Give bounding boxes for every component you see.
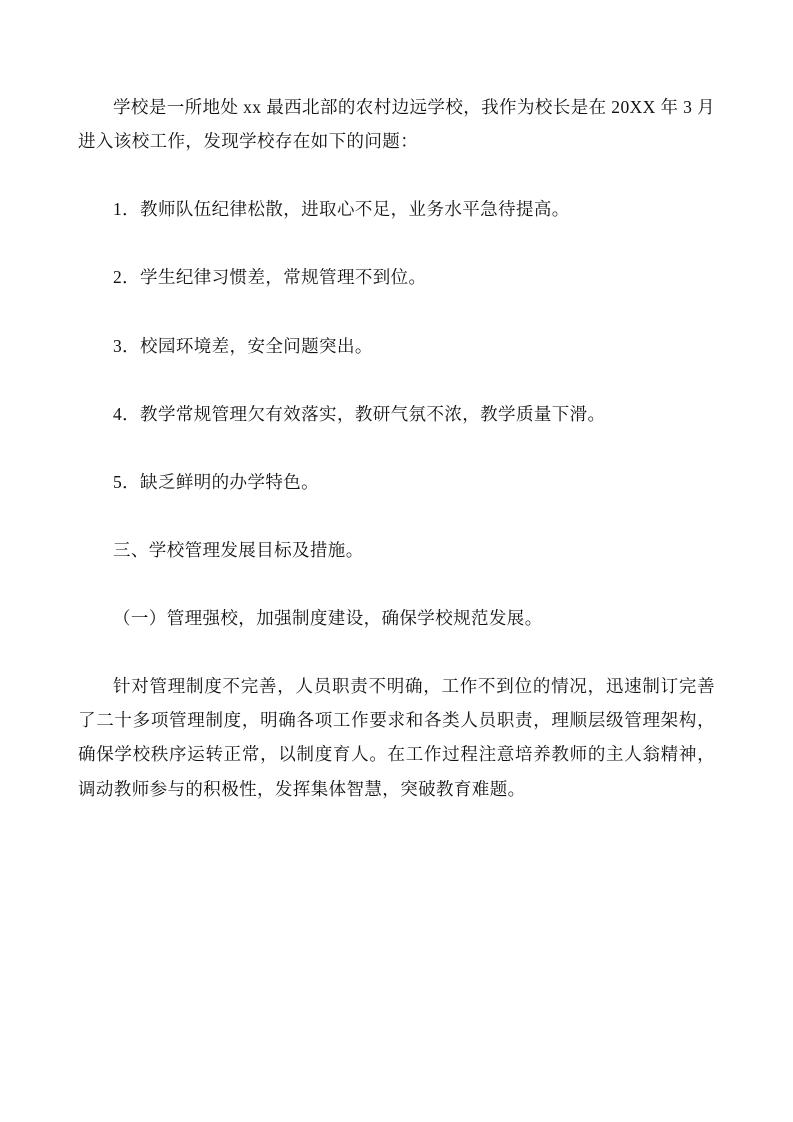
- paragraph-body: 针对管理制度不完善，人员职责不明确，工作不到位的情况，迅速制订完善了二十多项管理制度，明确各项工作要求和各类人员职责，理顺层级管理架构，确保学校秩序运转正常，以制度育人。在工作过程注意培养教师的主人翁精神，调动教师参与的积极性，发挥集体智慧，突破教育难题。: [78, 676, 715, 799]
- subsection-heading: （一）管理强校，加强制度建设，确保学校规范发展。: [113, 608, 543, 628]
- list-item-problem-4: 4．教学常规管理欠有效落实，教研气氛不浓，教学质量下滑。: [113, 403, 606, 424]
- document-body: [78, 90, 715, 806]
- list-item-problem-2: 2．学生纪律习惯差，常规管理不到位。: [113, 267, 427, 288]
- section-heading: 三、学校管理发展目标及措施。: [113, 539, 364, 560]
- list-item-problem-1: 1．教师队伍纪律松散，进取心不足，业务水平急待提高。: [113, 199, 570, 220]
- paragraph-intro: 学校是一所地处 xx 最西北部的农村边远学校，我作为校长是在 20XX 年 3 月进入该校工作，发现学校存在如下的问题：: [78, 97, 715, 152]
- list-item-problem-3: 3．校园环境差，安全问题突出。: [113, 335, 373, 356]
- list-item-problem-5: 5．缺乏鲜明的办学特色。: [113, 471, 320, 492]
